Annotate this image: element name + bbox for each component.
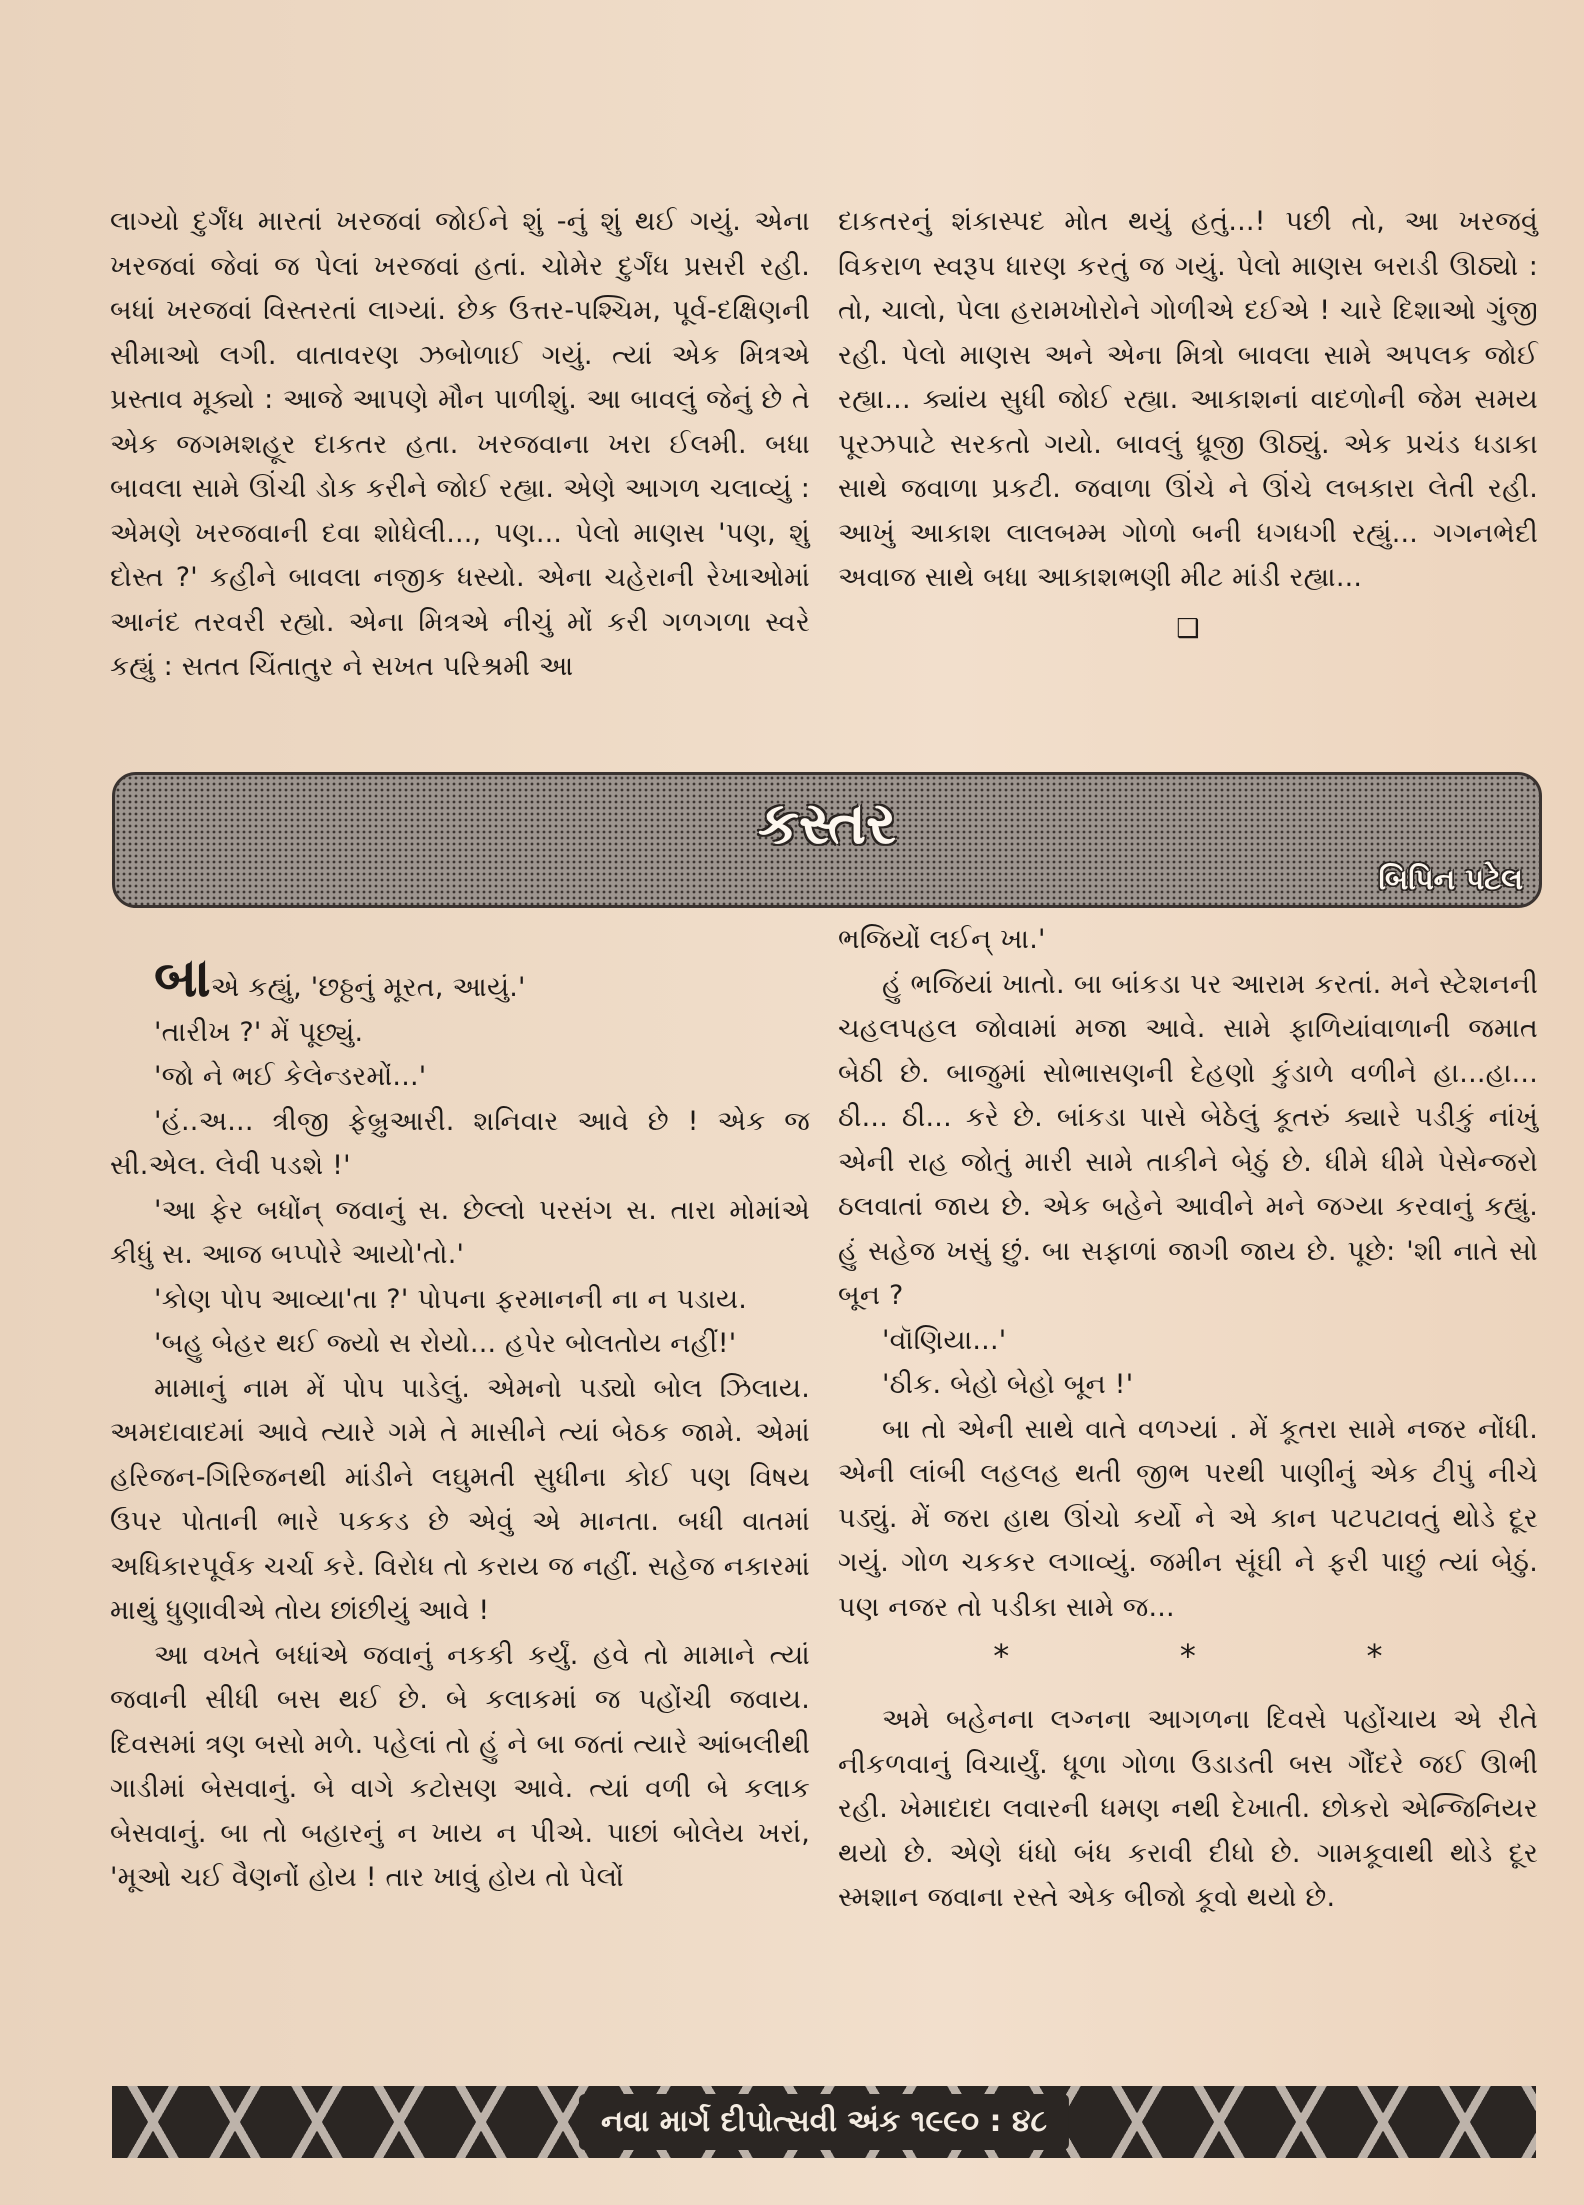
story-right-column (838, 918, 1538, 1921)
story-left-column (110, 946, 810, 1901)
paragraph: 'બહુ બેહર થઈ જ્યો સ રોયો... હપેર બોલતોય નહીં!' (154, 1328, 737, 1359)
footer-band (112, 2086, 1536, 2158)
paragraph: 'તારીખ ?' મેં પૂછ્યું. (154, 1016, 364, 1048)
paragraph: અમે બહેનના લગ્નના આગળના દિવસે પહોંચાય એ રીતે નીકળવાનું વિચાર્યું. ધૂળા ગોળા ઉડાડતી બસ ગૌંદરે જઈ ઊભી રહી. ખેમાદાદા લવારની ધમણ નથી દેખાતી. છોકરો એન્જિનિયર થયો છે. એણે ધંધો બંધ કરાવી દીધો છે. ગામકૂવાથી થોડે દૂર સ્મશાન જવાના રસ્તે એક બીજો કૂવો થયો છે. (838, 1704, 1538, 1913)
paragraph: મામાનું નામ મેં પોપ પાડેલું. એમનો પડ્યો બોલ ઝિલાય. અમદાવાદમાં આવે ત્યારે ગમે તે માસીને ત્યાં બેઠક જામે. એમાં હરિજન-ગિરિજનથી માંડીને લઘુમતી સુધીના કોઈ પણ વિષય ઉપર પોતાની ભારે પકકડ છે એવું એ માનતા. બધી વાતમાં અધિકારપૂર્વક ચર્ચા કરે. વિરોધ તો કરાય જ નહીં. સહેજ નકારમાં માથું ધુણાવીએ તોય છાંછીયું આવે ! (110, 1372, 810, 1626)
paragraph: 'કોણ પોપ આવ્યા'તા ?' પોપના ફરમાનની ના ન પડાય. (154, 1283, 748, 1315)
paragraph: 'વૉણિયા...' (882, 1324, 1007, 1356)
star-icon: * (993, 1637, 1010, 1675)
paragraph: 'જો ને ભઈ કેલેન્ડરમોં...' (154, 1061, 427, 1092)
paragraph: બાએ કહ્યું, 'છઠ્ઠનું મૂરત, આયું.' (154, 946, 526, 1009)
story-title: કસ્તર (757, 789, 897, 857)
footer-page-label: નવા માર્ગ દીપોત્સવી અંક ૧૯૯૦ : ૪૮ (579, 2094, 1069, 2150)
story-title-banner (112, 772, 1542, 908)
drop-cap: બા (154, 946, 211, 1009)
star-icon: * (1366, 1637, 1383, 1675)
star-icon: * (1179, 1637, 1197, 1675)
prev-story-right-column (838, 200, 1538, 651)
paragraph: બા તો એની સાથે વાતે વળગ્યાં . મેં કૂતરા સામે નજર નોંધી. એની લાંબી લહલહ થતી જીભ પરથી પાણીનું એક ટીપું નીચે પડ્યું. મેં જરા હાથ ઊંચો કર્યો ને એ કાન પટપટાવતું થોડે દૂર ગયું. ગોળ ચકકર લગાવ્યું. જમીન સૂંઘી ને ફરી પાછું ત્યાં બેઠું. પણ નજર તો પડીકા સામે જ... (838, 1413, 1538, 1623)
paragraph: 'આ ફેર બધોંન્ જવાનું સ. છેલ્લો પરસંગ સ. તારા મોમાંએ કીધું સ. આજ બપ્પોરે આયો'તો.' (110, 1194, 810, 1270)
section-separator (838, 1630, 1538, 1682)
paragraph: 'ઠીક. બેહો બેહો બૂન !' (882, 1369, 1134, 1400)
paragraph: 'હં..અ... ત્રીજી ફેબ્રુઆરી. શનિવાર આવે છે ! એક જ સી.એલ. લેવી પડશે !' (110, 1105, 810, 1181)
prev-story-right-text: દાકતરનું શંકાસ્પદ મોત થયું હતું...! પછી તો, આ ખરજવું વિકરાળ સ્વરૂપ ધારણ કરતું જ ગયું. પેલો માણસ બરાડી ઊઠ્યો : તો, ચાલો, પેલા હરામખોરોને ગોળીએ દઈએ ! ચારે દિશાઓ ગુંજી રહી. પેલો માણસ અને એના મિત્રો બાવલા સામે અપલક જોઈ રહ્યા... ક્યાંય સુધી જોઈ રહ્યા. આકાશનાં વાદળોની જેમ સમય પૂરઝપાટે સરકતો ગયો. બાવલું ધ્રૂજી ઊઠ્યું. એક પ્રચંડ ધડાકા સાથે જવાળા પ્રકટી. જવાળા ઊંચે ને ઊંચે લબકારા લેતી રહી. આખું આકાશ લાલબમ્મ ગોળો બની ધગધગી રહ્યું... ગગનભેદી અવાજ સાથે બધા આકાશભણી મીટ માંડી રહ્યા... (838, 206, 1538, 593)
prev-story-left-column (110, 200, 810, 690)
paragraph: હું ભજિયાં ખાતો. બા બાંકડા પર આરામ કરતાં. મને સ્ટેશનની ચહલપહલ જોવામાં મજા આવે. સામે ફાળિયાંવાળાની જમાત બેઠી છે. બાજુમાં સોભાસણની દેહણો કુંડાળે વળીને હા...હા... ઠી... ઠી... કરે છે. બાંકડા પાસે બેઠેલું કૂતરું ક્યારે પડીકું નાંખું એની રાહ જોતું મારી સામે તાકીને બેઠું છે. ધીમે ધીમે પેસેન્જરો ઠલવાતાં જાય છે. એક બહેને આવીને મને જગ્યા કરવાનું કહ્યું. હું સહેજ ખસું છું. બા સફાળાં જાગી જાય છે. પૂછે: 'શી નાતે સો બૂન ? (838, 968, 1538, 1311)
paragraph: આ વખતે બધાંએ જવાનું નકકી કર્યું. હવે તો મામાને ત્યાં જવાની સીધી બસ થઈ છે. બે કલાકમાં જ પહોંચી જવાય. દિવસમાં ત્રણ બસો મળે. પહેલાં તો હું ને બા જતાં ત્યારે આંબલીથી ગાડીમાં બેસવાનું. બે વાગે કટોસણ આવે. ત્યાં વળી બે કલાક બેસવાનું. બા તો બહારનું ન ખાય ન પીએ. પાછાં બોલેય ખરાં, 'મૂઓ ચઈ વૈણનોં હોય ! તાર ખાવું હોય તો પેલોં (110, 1639, 810, 1893)
end-mark-icon: ❑ (1176, 613, 1200, 644)
paragraph: ભજિયોં લઈન્ ખા.' (838, 924, 1046, 955)
story-author: બિપિન પટેલ (1378, 862, 1523, 896)
prev-story-left-text: લાગ્યો દુર્ગંધ મારતાં ખરજવાં જોઈને શું -નું શું થઈ ગયું. એના ખરજવાં જેવાં જ પેલાં ખરજવાં હતાં. ચોમેર દુર્ગંધ પ્રસરી રહી. બધાં ખરજવાં વિસ્તરતાં લાગ્યાં. છેક ઉત્તર-પશ્ચિમ, પૂર્વ-દક્ષિણની સીમાઓ લગી. વાતાવરણ ઝબોળાઈ ગયું. ત્યાં એક મિત્રએ પ્રસ્તાવ મૂક્યો : આજે આપણે મૌન પાળીશું. આ બાવલું જેનું છે તે એક જગમશહૂર દાકતર હતા. ખરજવાના ખરા ઈલમી. બધા બાવલા સામે ઊંચી ડોક કરીને જોઈ રહ્યા. એણે આગળ ચલાવ્યું : એમણે ખરજવાની દવા શોધેલી..., પણ... પેલો માણસ 'પણ, શું દોસ્ત ?' કહીને બાવલા નજીક ધસ્યો. એના ચહેરાની રેખાઓમાં આનંદ તરવરી રહ્યો. એના મિત્રએ નીચું મોં કરી ગળગળા સ્વરે કહ્યું : સતત ચિંતાતુર ને સખત પરિશ્રમી આ (110, 206, 810, 682)
